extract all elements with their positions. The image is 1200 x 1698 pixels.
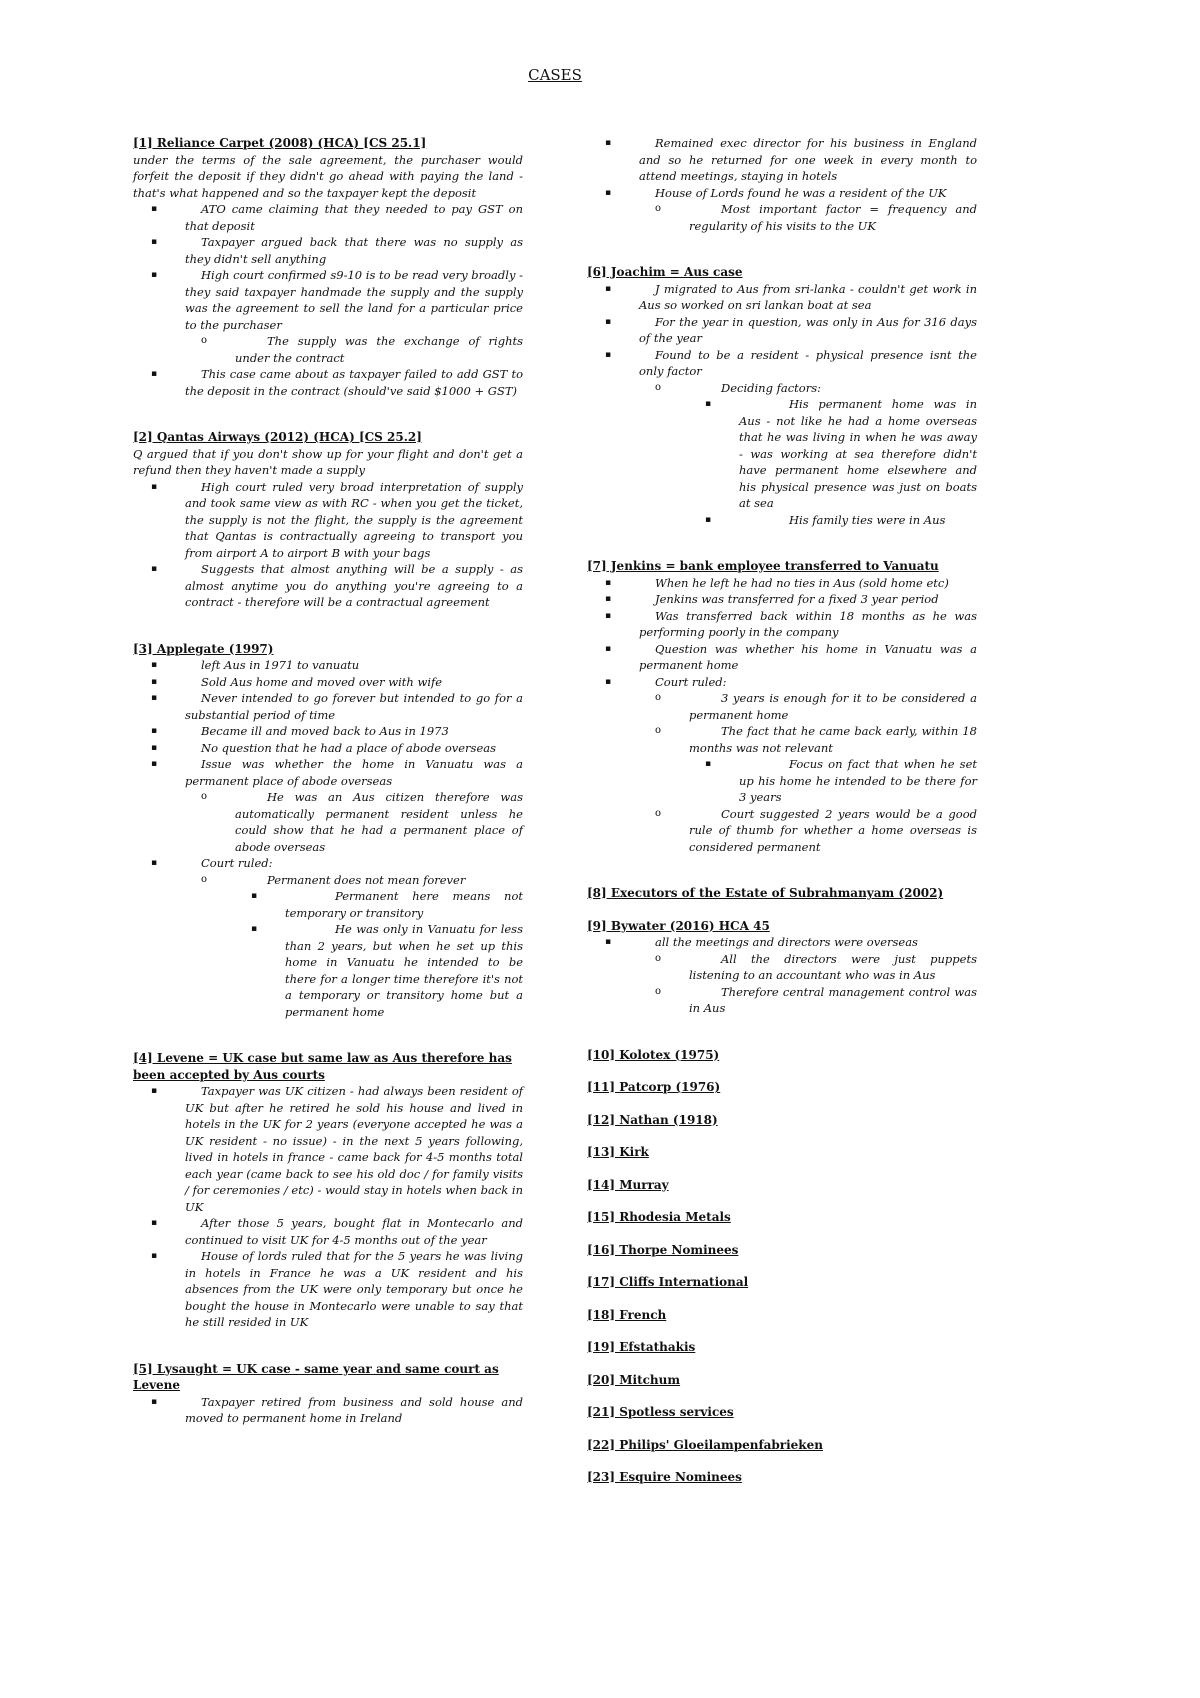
bullet-icon: ▪ xyxy=(151,270,158,280)
bullet-item xyxy=(133,921,523,1020)
bullet-text: For the year in question, was only in Aus for 316 days of the year xyxy=(639,314,977,345)
case-block xyxy=(587,1047,977,1064)
bullet-icon: ▪ xyxy=(151,676,158,687)
case-heading: [15] Rhodesia Metals xyxy=(587,1210,731,1224)
case-block xyxy=(133,135,523,399)
bullet-icon: ▪ xyxy=(151,481,158,492)
case-heading: [23] Esquire Nominees xyxy=(587,1470,742,1484)
bullet-text: High court ruled very broad interpretation of supply and took same view as with RC - when you get the ticket, the supply is not the flight, the supply is the agreement that Qantas is contractually agreeing to transport you from airport A to airport B with your bags xyxy=(185,479,523,560)
case-block xyxy=(587,1404,977,1421)
bullet-item xyxy=(133,888,523,921)
bullet-list xyxy=(587,135,977,234)
case-block xyxy=(133,1361,523,1427)
bullet-icon: ▪ xyxy=(151,1218,158,1228)
bullet-icon: ▪ xyxy=(605,349,612,360)
bullet-text: Therefore central management control was in Aus xyxy=(689,984,977,1015)
bullet-icon: ▪ xyxy=(151,693,158,703)
bullet-item xyxy=(587,951,977,984)
bullet-item xyxy=(587,641,977,674)
case-block xyxy=(587,1437,977,1454)
bullet-icon: ▪ xyxy=(151,237,158,247)
left-column xyxy=(133,135,523,1457)
bullet-item xyxy=(133,1248,523,1331)
case-block xyxy=(587,1372,977,1389)
case-heading: [4] Levene = UK case but same law as Aus therefore has been accepted by Aus courts xyxy=(133,1051,512,1082)
bullet-icon: ▪ xyxy=(605,138,612,148)
case-block xyxy=(133,641,523,1021)
case-heading: [21] Spotless services xyxy=(587,1405,734,1419)
case-block xyxy=(587,1242,977,1259)
bullet-icon: ▪ xyxy=(151,660,158,670)
case-block xyxy=(587,1177,977,1194)
bullet-item xyxy=(133,690,523,723)
case-heading: [22] Philips' Gloeilampenfabrieken xyxy=(587,1437,823,1452)
bullet-list xyxy=(587,281,977,529)
bullet-text: Taxpayer retired from business and sold house and moved to permanent home in Ireland xyxy=(185,1394,523,1425)
bullet-text: High court confirmed s9-10 is to be read very broadly - they said taxpayer handmade the supply and the supply was the agreement to sell the land for a particular price to the purchaser xyxy=(185,268,523,332)
bullet-icon: o xyxy=(655,692,662,703)
bullet-text: All the directors were just puppets listening to an accountant who was in Aus xyxy=(689,951,977,982)
bullet-item xyxy=(133,872,523,889)
bullet-text: left Aus in 1971 to vanuatu xyxy=(201,658,360,672)
bullet-text: Suggests that almost anything will be a supply - as almost anytime you do anything you're agreeing to a contract - therefore will be a contractual agreement xyxy=(185,562,523,609)
bullet-item xyxy=(133,1394,523,1427)
bullet-item xyxy=(133,657,523,674)
case-block xyxy=(587,1079,977,1096)
bullet-icon: o xyxy=(655,807,662,819)
right-column xyxy=(587,135,977,1502)
bullet-text: His permanent home was in Aus - not like he had a home overseas that he was living in when he was away - was working at sea therefore didn't have permanent home elsewhere and his physical presence was just on boats at sea xyxy=(739,397,977,510)
bullet-icon: ▪ xyxy=(605,187,612,198)
bullet-text: Question was whether his home in Vanuatu was a permanent home xyxy=(639,641,977,672)
case-heading: [10] Kolotex (1975) xyxy=(587,1047,720,1062)
case-heading: [17] Cliffs International xyxy=(587,1275,749,1289)
bullet-text: Sold Aus home and moved over with wife xyxy=(201,674,443,689)
bullet-text: Focus on fact that when he set up his home he intended to be there for 3 years xyxy=(739,757,977,804)
case-block xyxy=(587,264,977,528)
case-heading: [20] Mitchum xyxy=(587,1372,681,1387)
bullet-icon: ▪ xyxy=(151,369,158,379)
bullet-item xyxy=(133,723,523,740)
bullet-icon: ▪ xyxy=(605,676,612,687)
case-heading: [7] Jenkins = bank employee transferred to Vanuatu xyxy=(587,559,939,573)
bullet-text: Taxpayer was UK citizen - had always been resident of UK but after he retired he sold his house and lived in hotels in the UK for 2 years (everyone accepted he was a UK resident - no issue) - in the next 5 years following, lived in hotels in france - came back for 4-5 months total each year (came back to see his old doc / for family visits / for ceremonies / etc) - would stay in hotels when back in UK xyxy=(185,1084,523,1214)
bullet-text: This case came about as taxpayer failed to add GST to the deposit in the contract (should've said $1000 + GST) xyxy=(185,367,523,398)
case-continuation xyxy=(587,135,977,234)
case-heading: [11] Patcorp (1976) xyxy=(587,1080,721,1094)
bullet-list xyxy=(133,1394,523,1427)
case-heading: [14] Murray xyxy=(587,1177,669,1192)
bullet-icon: o xyxy=(655,952,662,964)
bullet-text: Became ill and moved back to Aus in 1973 xyxy=(201,724,449,738)
case-heading: [3] Applegate (1997) xyxy=(133,641,274,656)
bullet-text: His family ties were in Aus xyxy=(789,512,946,527)
bullet-item xyxy=(133,267,523,333)
bullet-icon: o xyxy=(655,985,662,997)
bullet-text: Found to be a resident - physical presence isnt the only factor xyxy=(639,347,977,378)
bullet-list xyxy=(133,657,523,1020)
bullet-text: Jenkins was transferred for a fixed 3 year period xyxy=(655,592,939,606)
bullet-text: Court suggested 2 years would be a good rule of thumb for whether a home overseas is considered permanent xyxy=(689,806,977,854)
bullet-text: House of lords ruled that for the 5 years he was living in hotels in France he was a UK resident and his absences from the UK were only temporary but once he bought the house in Montecarlo were unable to say that he still resided in UK xyxy=(185,1249,523,1329)
bullet-item xyxy=(133,479,523,562)
case-heading: [9] Bywater (2016) HCA 45 xyxy=(587,918,770,933)
bullet-icon: ▪ xyxy=(151,858,158,868)
bullet-icon: ▪ xyxy=(605,610,612,621)
bullet-list xyxy=(133,1083,523,1331)
bullet-text: Was transferred back within 18 months as he was performing poorly in the company xyxy=(639,608,977,639)
case-block xyxy=(133,429,523,611)
bullet-list xyxy=(587,934,977,1017)
bullet-list xyxy=(133,201,523,399)
bullet-icon: ▪ xyxy=(151,564,158,574)
case-heading: [12] Nathan (1918) xyxy=(587,1112,718,1127)
case-heading: [8] Executors of the Estate of Subrahmanyam (2002) xyxy=(587,886,944,900)
case-block xyxy=(587,885,977,902)
bullet-icon: o xyxy=(201,873,208,885)
bullet-item xyxy=(587,806,977,856)
bullet-icon: ▪ xyxy=(605,937,612,947)
case-block xyxy=(587,1469,977,1486)
bullet-item xyxy=(587,575,977,592)
bullet-item xyxy=(133,674,523,691)
bullet-text: House of Lords found he was a resident of the UK xyxy=(655,185,947,200)
bullet-icon: ▪ xyxy=(605,283,612,294)
bullet-text: Taxpayer argued back that there was no supply as they didn't sell anything xyxy=(185,235,523,266)
bullet-item xyxy=(587,347,977,380)
bullet-text: Remained exec director for his business in England and so he returned for one week in every month to attend meetings, staying in hotels xyxy=(639,136,977,183)
bullet-list xyxy=(587,575,977,856)
bullet-item xyxy=(133,789,523,855)
case-heading: [19] Efstathakis xyxy=(587,1340,696,1354)
bullet-item xyxy=(587,281,977,314)
bullet-item xyxy=(133,855,523,872)
case-block xyxy=(587,1274,977,1291)
bullet-text: Most important factor = frequency and regularity of his visits to the UK xyxy=(689,202,977,233)
case-block xyxy=(133,1050,523,1331)
case-heading: [16] Thorpe Nominees xyxy=(587,1242,739,1257)
bullet-text: He was only in Vanuatu for less than 2 years, but when he set up this home in Vanuatu he intended to be there for a longer time therefore it's not a temporary or transitory home but a permanent home xyxy=(285,922,523,1019)
bullet-item xyxy=(587,396,977,512)
bullet-item xyxy=(587,984,977,1017)
bullet-item xyxy=(587,380,977,397)
bullet-item xyxy=(133,366,523,399)
bullet-item xyxy=(133,561,523,611)
case-block xyxy=(587,1144,977,1161)
bullet-text: 3 years is enough for it to be considered a permanent home xyxy=(689,691,977,722)
bullet-text: Deciding factors: xyxy=(721,380,821,395)
case-block xyxy=(587,1209,977,1226)
bullet-text: He was an Aus citizen therefore was automatically permanent resident unless he could show that he had a permanent place of abode overseas xyxy=(235,790,523,854)
bullet-icon: ▪ xyxy=(251,891,258,901)
case-heading: [6] Joachim = Aus case xyxy=(587,265,743,279)
bullet-text: Court ruled: xyxy=(201,856,273,870)
case-summary: under the terms of the sale agreement, the purchaser would forfeit the deposit if they didn't go ahead with paying the land - that's what happened and so the taxpayer kept the deposit xyxy=(133,152,523,200)
bullet-text: Issue was whether the home in Vanuatu was a permanent place of abode overseas xyxy=(185,757,523,788)
bullet-item xyxy=(587,201,977,234)
bullet-item xyxy=(133,201,523,234)
bullet-icon: ▪ xyxy=(151,742,158,753)
case-block xyxy=(587,1339,977,1356)
bullet-icon: ▪ xyxy=(605,316,612,327)
bullet-text: The supply was the exchange of rights under the contract xyxy=(235,334,523,365)
bullet-item xyxy=(133,740,523,757)
bullet-text: all the meetings and directors were overseas xyxy=(655,935,918,949)
bullet-item xyxy=(587,185,977,202)
bullet-item xyxy=(133,1215,523,1248)
page-title: CASES xyxy=(528,66,582,84)
bullet-list xyxy=(133,479,523,611)
case-block xyxy=(587,558,977,855)
bullet-icon: o xyxy=(655,725,662,736)
bullet-item xyxy=(133,234,523,267)
bullet-icon: ▪ xyxy=(605,594,612,604)
case-heading: [2] Qantas Airways (2012) (HCA) [CS 25.2] xyxy=(133,430,422,444)
case-heading: [13] Kirk xyxy=(587,1145,649,1159)
bullet-icon: ▪ xyxy=(605,643,612,654)
bullet-icon: ▪ xyxy=(705,759,712,769)
bullet-icon: o xyxy=(201,335,208,346)
bullet-icon: ▪ xyxy=(151,1086,158,1096)
bullet-icon: ▪ xyxy=(605,577,612,588)
bullet-item xyxy=(587,608,977,641)
case-heading: [1] Reliance Carpet (2008) (HCA) [CS 25.1] xyxy=(133,136,427,150)
bullet-item xyxy=(587,723,977,756)
bullet-icon: o xyxy=(655,381,662,393)
case-block xyxy=(587,1307,977,1324)
bullet-item xyxy=(133,756,523,789)
bullet-icon: ▪ xyxy=(151,1251,158,1261)
case-block xyxy=(587,918,977,1017)
bullet-icon: ▪ xyxy=(151,759,158,769)
case-block xyxy=(587,1112,977,1129)
bullet-text: When he left he had no ties in Aus (sold home etc) xyxy=(655,575,949,590)
bullet-item xyxy=(587,314,977,347)
bullet-item xyxy=(587,934,977,951)
bullet-icon: ▪ xyxy=(251,924,258,934)
bullet-icon: o xyxy=(201,791,208,802)
bullet-item xyxy=(587,756,977,806)
bullet-item xyxy=(587,674,977,691)
bullet-item xyxy=(587,512,977,529)
bullet-text: Permanent does not mean forever xyxy=(267,872,466,887)
bullet-text: The fact that he came back early, within 18 months was not relevant xyxy=(689,724,977,755)
bullet-icon: ▪ xyxy=(151,726,158,736)
bullet-icon: ▪ xyxy=(151,204,158,214)
bullet-text: After those 5 years, bought flat in Montecarlo and continued to visit UK for 4-5 months out of the year xyxy=(185,1216,523,1247)
bullet-item xyxy=(587,591,977,608)
bullet-text: Court ruled: xyxy=(655,674,727,689)
bullet-item xyxy=(587,135,977,185)
bullet-text: J migrated to Aus from sri-lanka - couldn't get work in Aus so worked on sri lankan boat at sea xyxy=(639,281,977,312)
case-heading: [18] French xyxy=(587,1307,667,1322)
bullet-icon: ▪ xyxy=(151,1396,158,1407)
bullet-item xyxy=(587,690,977,723)
case-summary: Q argued that if you don't show up for your flight and don't get a refund then they haven't made a supply xyxy=(133,446,523,477)
bullet-icon: o xyxy=(655,203,662,214)
bullet-text: Permanent here means not temporary or transitory xyxy=(285,889,523,920)
case-heading: [5] Lysaught = UK case - same year and same court as Levene xyxy=(133,1361,499,1392)
bullet-icon: ▪ xyxy=(705,399,712,409)
bullet-text: ATO came claiming that they needed to pay GST on that deposit xyxy=(185,202,523,233)
bullet-text: Never intended to go forever but intended to go for a substantial period of time xyxy=(185,691,523,722)
bullet-item xyxy=(133,1083,523,1215)
bullet-icon: ▪ xyxy=(705,514,712,525)
bullet-text: No question that he had a place of abode overseas xyxy=(201,740,497,755)
bullet-item xyxy=(133,333,523,366)
